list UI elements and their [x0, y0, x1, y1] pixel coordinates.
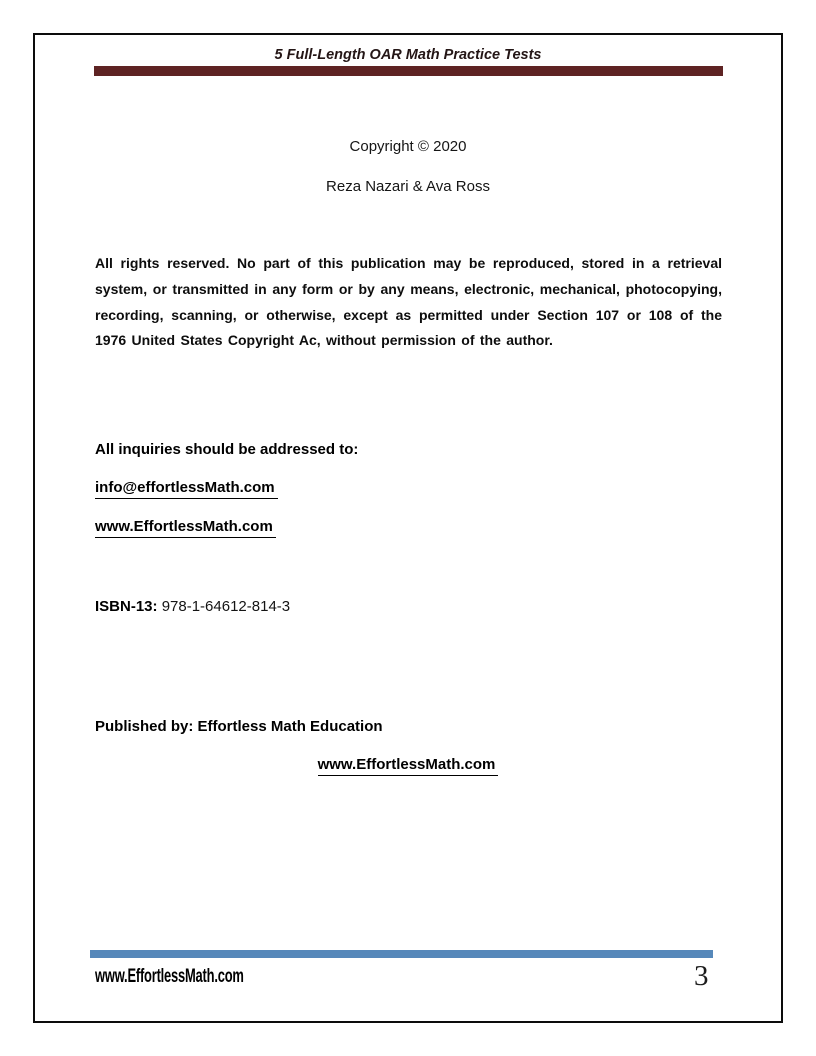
inquiries-label: All inquiries should be addressed to: — [95, 441, 359, 458]
website-link-row — [95, 518, 276, 536]
email-link-row — [95, 479, 278, 497]
header-rule — [94, 66, 723, 76]
rights-paragraph: All rights reserved. No part of this publication may be reproduced, stored in a retrieval system, or transmitted in any form or by any means, electronic, mechanical, photocopying, recording, scanning, or otherwise, except as permitted under Section 107 or 108 of the 1976 United States Copyright Ac, without permission of the author. — [95, 255, 722, 349]
published-by-line: Published by: Effortless Math Education — [95, 718, 383, 735]
website-link[interactable]: www.EffortlessMath.com — [95, 518, 276, 538]
isbn-line — [95, 598, 290, 615]
page-number: 3 — [694, 960, 709, 992]
publisher-link-row — [0, 756, 816, 774]
footer-website: www.EffortlessMath.com — [95, 966, 244, 987]
footer-rule — [90, 950, 713, 958]
isbn-value: 978-1-64612-814-3 — [161, 598, 291, 615]
copyright-line: Copyright © 2020 — [349, 138, 467, 155]
email-link[interactable]: info@effortlessMath.com — [95, 479, 278, 499]
page-header-title: 5 Full-Length OAR Math Practice Tests — [274, 47, 542, 63]
publisher-website-link[interactable]: www.EffortlessMath.com — [318, 756, 499, 776]
isbn-label: ISBN-13: — [95, 598, 158, 615]
authors-line: Reza Nazari & Ava Ross — [326, 178, 490, 195]
